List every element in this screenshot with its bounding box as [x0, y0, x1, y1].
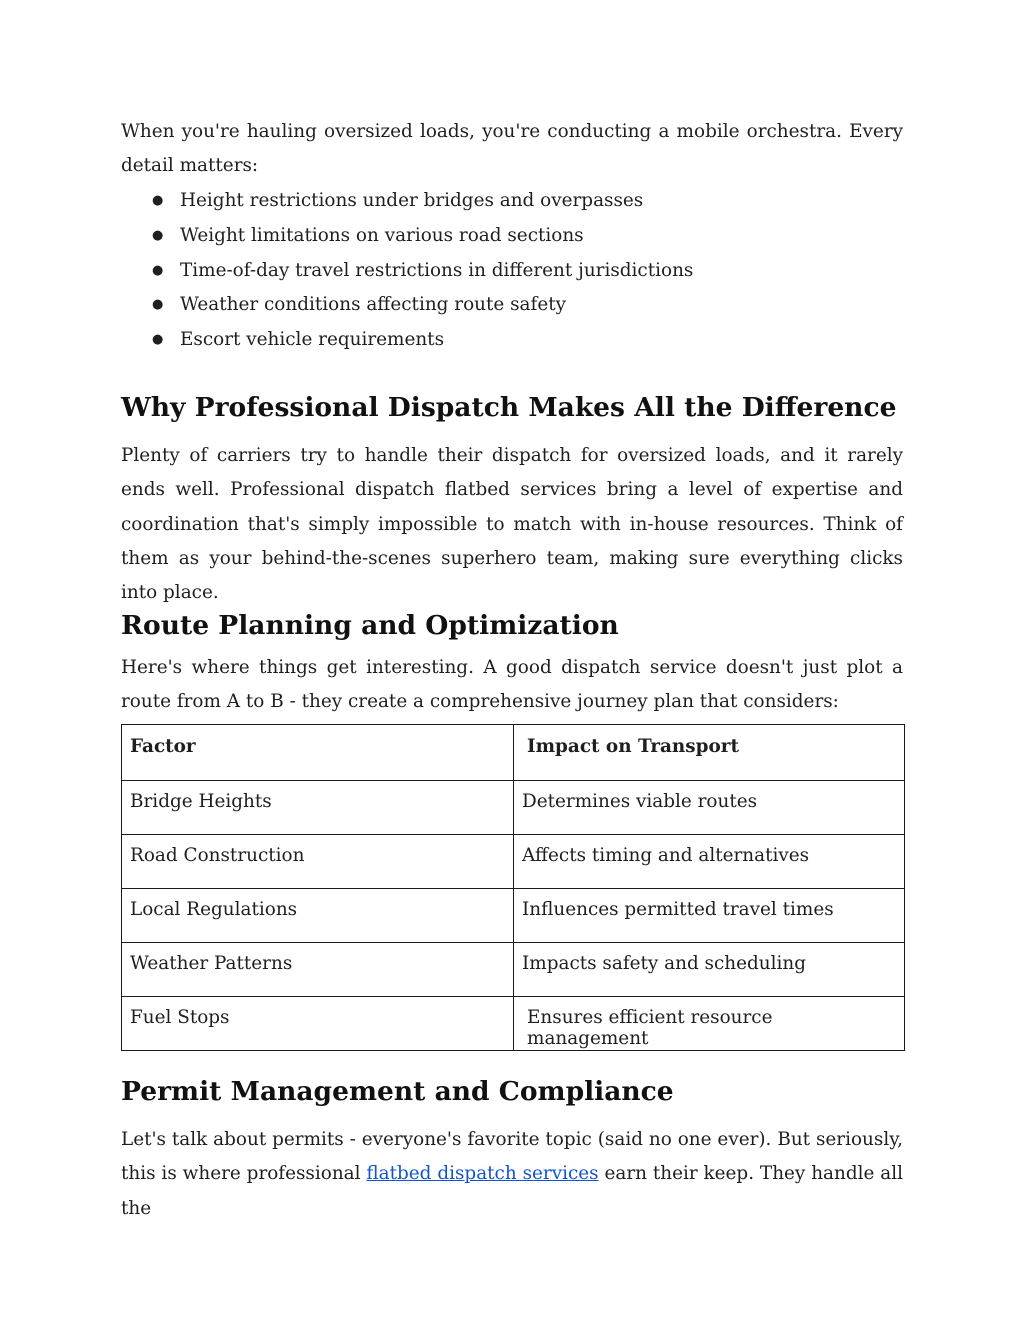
- table-cell-factor: Bridge Heights: [122, 781, 514, 835]
- list-item: [121, 184, 903, 219]
- bullet-icon: ●: [152, 227, 164, 243]
- list-item: [121, 323, 903, 358]
- why-paragraph: Plenty of carriers try to handle their dispatch for oversized loads, and it rarely ends well. Professional dispatch flatbed services bring a level of expertise and coordination that's simply impossible to match with in-house resources. Think of them as your behind-the-scenes superhero team, making sure everything clicks into place.: [121, 445, 903, 604]
- table-cell-impact: Determines viable routes: [514, 781, 905, 835]
- table-cell-impact: Impacts safety and scheduling: [514, 943, 905, 997]
- table-cell-factor: Weather Patterns: [122, 943, 514, 997]
- requirements-list: [121, 184, 903, 358]
- table-cell-impact: Influences permitted travel times: [514, 889, 905, 943]
- list-item-text: Escort vehicle requirements: [180, 329, 445, 351]
- list-item-text: Time-of-day travel restrictions in different jurisdictions: [180, 259, 694, 281]
- table-header-impact: Impact on Transport: [514, 725, 905, 781]
- table-header-row: [122, 725, 905, 781]
- bullet-icon: ●: [152, 297, 164, 313]
- table-header-factor: Factor: [122, 725, 514, 781]
- section-heading-permit: Permit Management and Compliance: [121, 1076, 674, 1107]
- table-row: [122, 943, 905, 997]
- flatbed-dispatch-services-link[interactable]: flatbed dispatch services: [366, 1163, 599, 1185]
- permit-text-start: Let's talk about permits - everyone's favorite topic (said no one ever). But seriously, this is where professional: [121, 1129, 903, 1185]
- list-item-text: Weight limitations on various road sections: [180, 224, 584, 246]
- table-row: [122, 781, 905, 835]
- bullet-icon: ●: [152, 332, 164, 348]
- table-cell-impact: Ensures efficient resource management: [514, 997, 905, 1051]
- section-heading-route: Route Planning and Optimization: [121, 610, 619, 641]
- list-item: [121, 219, 903, 254]
- route-paragraph: Here's where things get interesting. A good dispatch service doesn't just plot a route from A to B - they create a comprehensive journey plan that considers:: [121, 657, 903, 713]
- table-cell-factor: Road Construction: [122, 835, 514, 889]
- intro-paragraph: When you're hauling oversized loads, you're conducting a mobile orchestra. Every detail matters:: [121, 121, 903, 177]
- list-item-text: Weather conditions affecting route safety: [180, 294, 566, 316]
- table-row: [122, 889, 905, 943]
- table-cell-factor: Fuel Stops: [122, 997, 514, 1051]
- section-heading-why: Why Professional Dispatch Makes All the Difference: [121, 392, 897, 423]
- table-cell-factor: Local Regulations: [122, 889, 514, 943]
- list-item: [121, 254, 903, 289]
- bullet-icon: ●: [152, 193, 164, 208]
- route-factors-table: [121, 724, 905, 1051]
- table-row: [122, 997, 905, 1051]
- permit-text-end: earn their keep. They handle all the: [121, 1163, 903, 1219]
- bullet-icon: ●: [152, 262, 164, 278]
- permit-paragraph: [121, 1123, 903, 1226]
- table-row: [122, 835, 905, 889]
- list-item: [121, 288, 903, 323]
- table-cell-impact: Affects timing and alternatives: [514, 835, 905, 889]
- list-item-text: Height restrictions under bridges and overpasses: [180, 190, 644, 211]
